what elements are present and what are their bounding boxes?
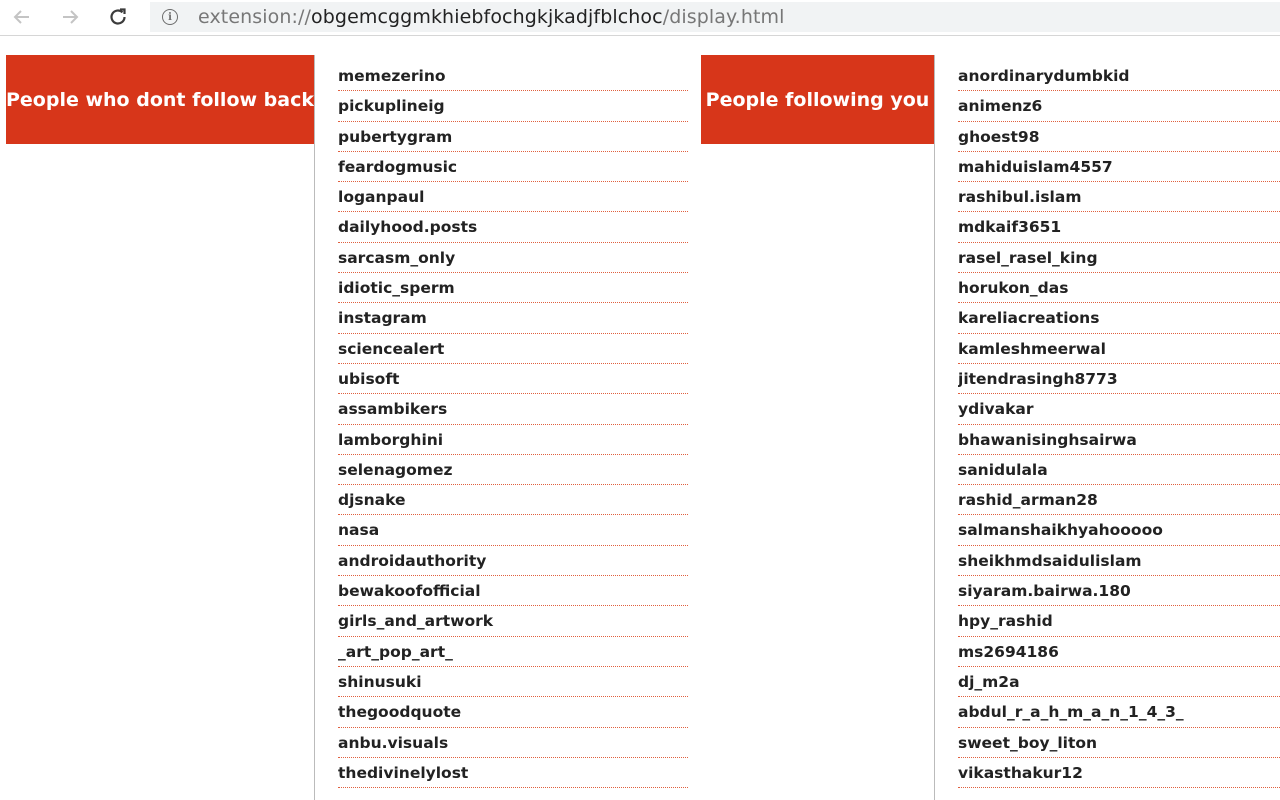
list-item: hpy_rashid	[958, 607, 1280, 636]
list-item: lamborghini	[338, 426, 688, 455]
list-item: bewakoofofficial	[338, 577, 688, 606]
list-item: rashid_arman28	[958, 486, 1280, 515]
list-item: memezerino	[338, 62, 688, 91]
not-following-back-header	[6, 55, 314, 144]
list-item: sheikhmdsaidulislam	[958, 547, 1280, 576]
list-item: sarcasm_only	[338, 244, 688, 273]
list-item: ghoest98	[958, 123, 1280, 152]
followers-list	[958, 62, 1280, 789]
list-item: pickuplineig	[338, 92, 688, 121]
browser-toolbar	[0, 0, 1280, 36]
not-following-back-title: People who dont follow back	[6, 88, 314, 111]
column-divider	[934, 55, 935, 800]
list-item: dj_m2a	[958, 668, 1280, 697]
list-item: vikasthakur12	[958, 759, 1280, 788]
list-item: instagram	[338, 304, 688, 333]
page-content	[0, 36, 1280, 800]
list-item: mdkaif3651	[958, 213, 1280, 242]
list-item: feardogmusic	[338, 153, 688, 182]
list-item: girls_and_artwork	[338, 607, 688, 636]
list-item: pubertygram	[338, 123, 688, 152]
list-item: ubisoft	[338, 365, 688, 394]
list-item: salmanshaikhyahooooo	[958, 516, 1280, 545]
list-item: sweet_boy_liton	[958, 729, 1280, 758]
arrow-left-icon[interactable]	[8, 4, 36, 30]
list-item: mahiduislam4557	[958, 153, 1280, 182]
list-item: idiotic_sperm	[338, 274, 688, 303]
list-item: thegoodquote	[338, 698, 688, 727]
list-item: siyaram.bairwa.180	[958, 577, 1280, 606]
list-item: _art_pop_art_	[338, 638, 688, 667]
list-item: assambikers	[338, 395, 688, 424]
list-item: selenagomez	[338, 456, 688, 485]
url-text	[198, 6, 785, 28]
info-icon[interactable]: i	[162, 9, 178, 25]
list-item: ydivakar	[958, 395, 1280, 424]
list-item: ms2694186	[958, 638, 1280, 667]
list-item: abdul_r_a_h_m_a_n_1_4_3_	[958, 698, 1280, 727]
list-item: shinusuki	[338, 668, 688, 697]
url-path: /display.html	[662, 6, 785, 28]
followers-header	[701, 55, 934, 144]
reload-icon[interactable]	[104, 4, 132, 30]
url-host: obgemcggmkhiebfochgkjkadjfblchoc	[311, 6, 663, 28]
list-item: anordinarydumbkid	[958, 62, 1280, 91]
list-item: kamleshmeerwal	[958, 335, 1280, 364]
list-item: dailyhood.posts	[338, 213, 688, 242]
list-item: horukon_das	[958, 274, 1280, 303]
url-scheme: extension://	[198, 6, 312, 28]
list-item: sciencealert	[338, 335, 688, 364]
list-item: bhawanisinghsairwa	[958, 426, 1280, 455]
list-item: kareliacreations	[958, 304, 1280, 333]
arrow-right-icon[interactable]	[56, 4, 84, 30]
not-following-back-list	[338, 62, 688, 789]
column-divider	[314, 55, 315, 800]
list-item: androidauthority	[338, 547, 688, 576]
list-item: loganpaul	[338, 183, 688, 212]
list-item: rasel_rasel_king	[958, 244, 1280, 273]
list-item: rashibul.islam	[958, 183, 1280, 212]
followers-title: People following you	[705, 88, 930, 111]
list-item: sanidulala	[958, 456, 1280, 485]
list-item: nasa	[338, 516, 688, 545]
list-item: djsnake	[338, 486, 688, 515]
list-item: jitendrasingh8773	[958, 365, 1280, 394]
list-item: anbu.visuals	[338, 729, 688, 758]
list-item: thedivinelylost	[338, 759, 688, 788]
list-item: animenz6	[958, 92, 1280, 121]
address-bar[interactable]	[150, 2, 1280, 32]
